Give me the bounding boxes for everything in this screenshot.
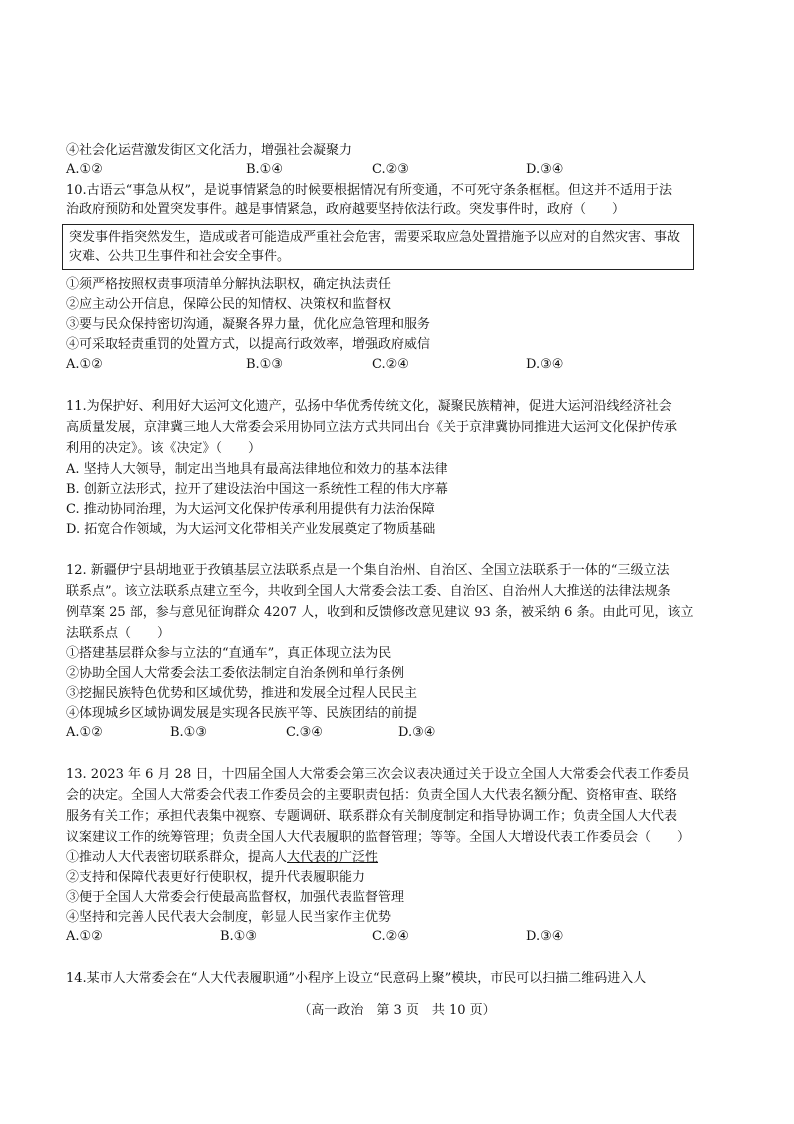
q13-stem-line-4: 议案建议工作的统筹管理；负责全国人大代表履职的监督管理；等等。全国人大增设代表工作委员会（ ）: [66, 830, 691, 845]
q11-stem-line-2: 高质量发展，京津冀三地人大常委会采用协同立法方式共同出台《关于京津冀协同推进大运河文化保护传承: [66, 420, 678, 435]
q13-stem-line-2: 会的决定。全国人大常委会代表工作委员会的主要职责包括：负责全国人大代表名额分配、资格审查、联络: [66, 788, 678, 803]
q13-option-c: C.②④: [372, 929, 409, 944]
q13-option-a: A.①②: [66, 929, 103, 944]
q13-statement-1-prefix: ①推动人大代表密切联系群众，提高人: [66, 850, 288, 865]
q10-statement-2: ②应主动公开信息，保障公民的知情权、决策权和监督权: [66, 297, 392, 312]
q13-statement-1-underlined: 大代表的广泛性: [287, 850, 379, 865]
q9-options: [66, 161, 730, 179]
q13-statement-2: ②支持和保障代表更好行使职权，提升代表履职能力: [66, 870, 366, 885]
q14-stem-line-1: 14.某市人大常委会在“人大代表履职通”小程序上设立“民意码上聚”模块，市民可以扫描二维码进入人: [66, 971, 647, 986]
q12-stem-line-3: 例草案 25 部，参与意见征询群众 4207 人，收到和反馈修改意见建议 93 条，被采纳 6 条。由此可见，该立: [66, 605, 694, 620]
q12-statement-3: ③挖掘民族特色优势和区域优势，推进和发展全过程人民民主: [66, 686, 418, 701]
q11-choice-b: B. 创新立法形式，拉开了建设法治中国这一系统性工程的伟大序幕: [66, 482, 448, 497]
q10-box-line-1: 突发事件指突然发生，造成或者可能造成严重社会危害，需要采取应急处置措施予以应对的自然灾害、事故: [69, 230, 681, 245]
page-footer: （高一政治 第 3 页 共 10 页）: [298, 1003, 496, 1018]
q11-choice-d: D. 拓宽合作领域，为大运河文化带相关产业发展奠定了物质基础: [66, 522, 436, 537]
q10-option-a: A.①②: [66, 357, 103, 372]
q11-choice-c: C. 推动协同治理，为大运河文化保护传承利用提供有力法治保障: [66, 502, 435, 517]
q11-stem-line-3: 利用的决定》。该《决定》（ ）: [66, 441, 262, 456]
q9-option-d: D.③④: [526, 162, 564, 177]
q10-statement-4: ④可采取轻责重罚的处置方式，以提高行政效率，增强政府威信: [66, 337, 431, 352]
q10-box-line-2: 灾难、公共卫生事件和社会安全事件。: [69, 249, 291, 264]
q9-option-c: C.②③: [372, 162, 409, 177]
q13-option-b: B.①③: [220, 929, 257, 944]
q13-statement-4: ④坚持和完善人民代表大会制度，彰显人民当家作主优势: [66, 910, 392, 925]
q13-stem-line-1: 13. 2023 年 6 月 28 日，十四届全国人大常委会第三次会议表决通过关于设立全国人大常委会代表工作委员: [66, 767, 690, 782]
q9-option-a: A.①②: [66, 162, 103, 177]
q13-statement-1: [66, 849, 730, 867]
q10-option-b: B.①③: [246, 357, 283, 372]
q10-statement-3: ③要与民众保持密切沟通，凝聚各界力量，优化应急管理和服务: [66, 317, 431, 332]
q12-statement-1: ①搭建基层群众参与立法的“直通车”，真正体现立法为民: [66, 646, 392, 661]
q10-options: [66, 356, 730, 374]
q11-stem-line-1: 11.为保护好、利用好大运河文化遗产，弘扬中华优秀传统文化，凝聚民族精神，促进大运河沿线经济社会: [66, 399, 672, 414]
q9-option-b: B.①④: [246, 162, 283, 177]
q12-statement-4: ④体现城乡区域协调发展是实现各民族平等、民族团结的前提: [66, 706, 418, 721]
q13-statement-3: ③便于全国人大常委会行使最高监督权，加强代表监督管理: [66, 890, 405, 905]
q12-stem-line-1: 12. 新疆伊宁县胡地亚于孜镇基层立法联系点是一个集自治州、自治区、全国立法联系于一体的“三级立法: [66, 563, 670, 578]
q12-option-a: A.①②: [66, 725, 103, 740]
q13-options: [66, 928, 730, 946]
q9-statement-4: ④社会化运营激发街区文化活力，增强社会凝聚力: [66, 143, 353, 158]
q10-option-c: C.②④: [372, 357, 409, 372]
q12-statement-2: ②协助全国人大常委会法工委依法制定自治条例和单行条例: [66, 666, 405, 681]
q12-stem-line-4: 法联系点（ ）: [66, 626, 171, 641]
q12-option-d: D.③④: [398, 725, 436, 740]
q11-choice-a: A. 坚持人大领导，制定出当地具有最高法律地位和效力的基本法律: [66, 462, 448, 477]
q10-statement-1: ①须严格按照权责事项清单分解执法职权，确定执法责任: [66, 277, 392, 292]
q13-stem-line-3: 服务有关工作；承担代表集中视察、专题调研、联系群众有关制度制定和指导协调工作；负责全国人大代表: [66, 809, 678, 824]
q10-stem-line-2: 治政府预防和处置突发事件。越是事情紧急，政府越要坚持依法行政。突发事件时，政府（ ）: [66, 202, 626, 217]
q13-option-d: D.③④: [526, 929, 564, 944]
q12-options: [66, 724, 730, 742]
q10-stem-line-1: 10.古语云“事急从权”，是说事情紧急的时候要根据情况有所变通，不可死守条条框框。但这并不适用于法: [66, 183, 672, 198]
q12-option-c: C.③④: [286, 725, 323, 740]
q10-definition-box: [62, 224, 694, 270]
q12-stem-line-2: 联系点”。该立法联系点建立至今，共收到全国人大常委会法工委、自治区、自治州人大推送的法律法规条: [66, 584, 671, 599]
q10-option-d: D.③④: [526, 357, 564, 372]
q12-option-b: B.①③: [170, 725, 207, 740]
